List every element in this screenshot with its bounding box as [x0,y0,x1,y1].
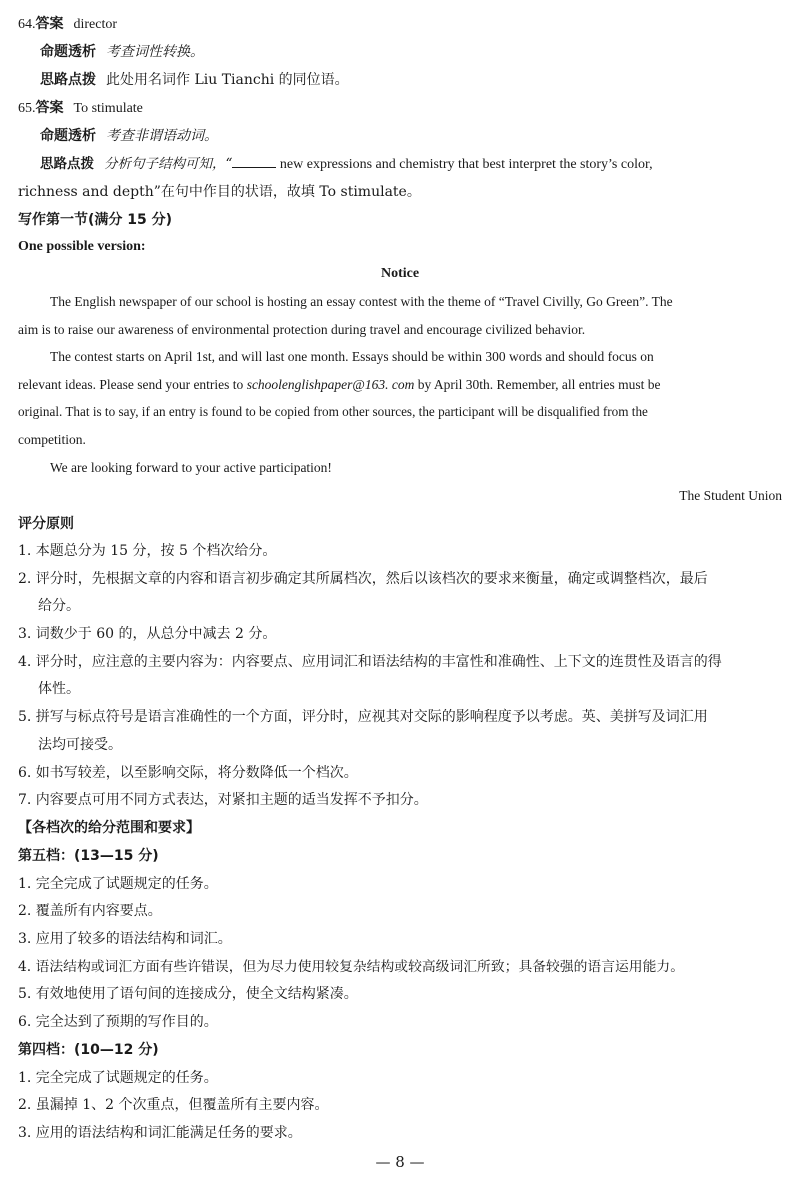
q64-hint-line [40,70,782,90]
q64-number: 64. [18,17,36,32]
grade-fifth-item: 4. 语法结构或词汇方面有些许错误，但为尽力使用较复杂结构或较高级词汇所致；具备较强的语言运用能力。 [18,959,684,975]
answer-blank [232,155,276,168]
scoring-rule-3: 3. 词数少于 60 的，从总分中减去 2 分。 [18,626,277,642]
q64-analysis: 考查词性转换。 [106,44,204,60]
q64-hint: 此处用名词作 Liu Tianchi 的同位语。 [106,72,349,88]
grade-fourth-item: 3. 应用的语法结构和词汇能满足任务的要求。 [18,1125,302,1141]
scoring-rule-2-line1: 2. 评分时，先根据文章的内容和语言初步确定其所属档次，然后以该档次的要求来衡量，确定或调整档次，最后 [18,571,708,587]
q65-hint-line [40,154,782,174]
scoring-rule-4-line1: 4. 评分时，应注意的主要内容为：内容要点、应用词汇和语法结构的丰富性和准确性、上下文的连贯性及语言的得 [18,654,722,670]
notice-paragraph3: We are looking forward to your active participation! [50,460,332,475]
scoring-title: 评分原则 [18,516,74,532]
q65-answer-line [18,98,782,118]
grade-fifth-item: 3. 应用了较多的语法结构和词汇。 [18,931,232,947]
grade-fourth-title: 第四档：(10—12 分) [18,1042,159,1058]
q65-answer: To stimulate [73,101,143,116]
page-number: — 8 — [375,1153,425,1171]
scoring-rule-5-line2: 法均可接受。 [38,737,122,753]
grade-fourth-item: 2. 虽漏掉 1、2 个次重点，但覆盖所有主要内容。 [18,1097,329,1113]
grade-fifth-item: 5. 有效地使用了语句间的连接成分，使全文结构紧凑。 [18,986,358,1002]
grade-fifth-item: 1. 完全完成了试题规定的任务。 [18,876,218,892]
scoring-rule-1: 1. 本题总分为 15 分，按 5 个档次给分。 [18,543,277,559]
grade-fifth-item: 2. 覆盖所有内容要点。 [18,903,162,919]
notice-signature: The Student Union [679,488,782,503]
contest-email: schoolenglishpaper@163. com [246,377,415,392]
grade-fourth-item: 1. 完全完成了试题规定的任务。 [18,1070,218,1086]
scoring-rule-7: 7. 内容要点可用不同方式表达，对紧扣主题的适当发挥不予扣分。 [18,792,428,808]
q64-answer: director [73,17,118,32]
p2-text-a: relevant ideas. Please send your entries to [18,377,247,392]
notice-paragraph2-line1: The contest starts on April 1st, and will last one month. Essays should be within 300 words and should focus on [50,349,654,364]
q65-hint-line2: richness and depth”在句中作目的状语，故填 To stimulate。 [18,184,421,200]
scoring-rule-5-line1: 5. 拼写与标点符号是语言准确性的一个方面，评分时，应视其对交际的影响程度予以考虑。英、美拼写及词汇用 [18,709,708,725]
q64-hint-label: 思路点拨 [40,72,96,88]
q65-hint-part1: 分析句子结构可知，“ [104,156,233,172]
notice-paragraph1-line2: aim is to raise our awareness of environmental protection during travel and encourage civilized behavior. [18,322,586,337]
q65-answer-label: 答案 [35,100,64,116]
version-label: One possible version: [18,239,146,254]
scoring-rule-2-line2: 给分。 [38,598,80,614]
q65-analysis-line [40,126,782,146]
q65-analysis: 考查非谓语动词。 [106,128,218,144]
q64-analysis-line [40,42,782,62]
notice-paragraph1-line1: The English newspaper of our school is hosting an essay contest with the theme of “Travel Civilly, Go Green”. The [50,294,673,309]
scoring-rule-4-line2: 体性。 [38,681,80,697]
q65-hint-part2: new expressions and chemistry that best interpret the story’s color, [276,157,653,172]
q64-answer-label: 答案 [35,16,64,32]
q64-analysis-label: 命题透析 [40,44,96,60]
q64-answer-line [18,14,782,34]
writing-section-title: 写作第一节(满分 15 分) [18,212,173,228]
grade-fifth-title: 第五档：(13—15 分) [18,848,159,864]
notice-paragraph2-line3: original. That is to say, if an entry is found to be copied from other sources, the participant will be disqualified from the [18,404,648,419]
q65-number: 65. [18,101,36,116]
notice-paragraph2-line4: competition. [18,432,86,447]
notice-title: Notice [380,266,420,281]
grade-fifth-item: 6. 完全达到了预期的写作目的。 [18,1014,218,1030]
notice-paragraph2-line2 [18,375,782,395]
p2-text-b: by April 30th. Remember, all entries must be [414,377,661,392]
scoring-rule-6: 6. 如书写较差，以至影响交际，将分数降低一个档次。 [18,765,358,781]
q65-hint-label: 思路点拨 [40,156,94,172]
q65-analysis-label: 命题透析 [40,128,96,144]
grades-title: 【各档次的给分范围和要求】 [18,820,200,836]
